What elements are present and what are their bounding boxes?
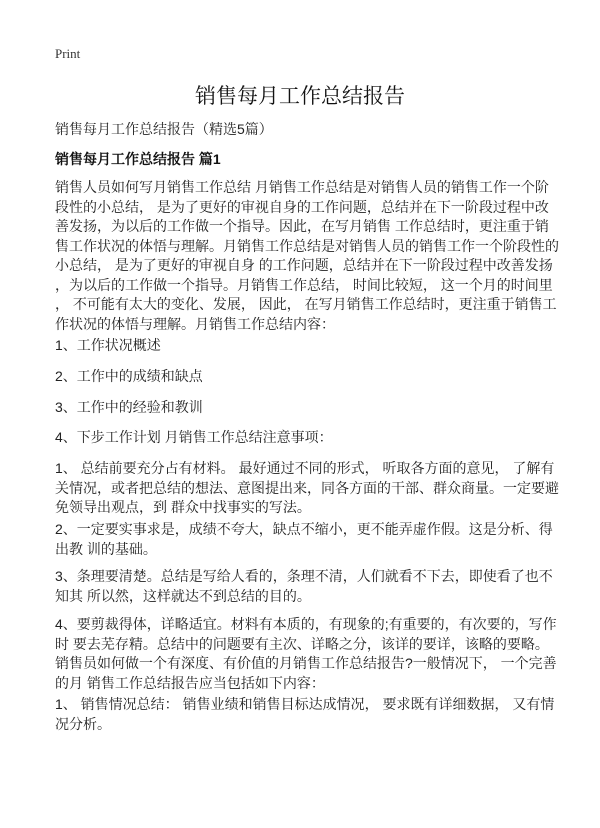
paragraph-line: 1、 销售情况总结： 销售业绩和销售目标达成情况， 要求既有详细数据， 又有情 (55, 696, 555, 712)
paragraph-line: 段性的小总结， 是为了更好的审视自身的工作问题，总结并在下一阶段过程中改 (55, 198, 549, 215)
paragraph (55, 520, 553, 559)
paragraph-line: 1、工作状况概述 (55, 337, 161, 353)
paragraph (55, 428, 333, 448)
paragraph (55, 367, 203, 387)
document-subtitle: 销售每月工作总结报告（精选5篇） (55, 121, 273, 137)
paragraph-line: 2、一定要实事求是，成绩不夸大，缺点不缩小，更不能弄虚作假。这是分析、得 (55, 521, 553, 537)
paragraph-line: 3、条理要清楚。总结是写给人看的，条理不清，人们就看不下去，即使看了也不 (55, 568, 553, 584)
paragraph-line: 销售员如何做一个有深度、有价值的月销售工作总结报告?一般情况下， 一个完善 (55, 655, 557, 671)
paragraph-line: 销售人员如何写月销售工作总结 月销售工作总结是对销售人员的销售工作一个阶 (55, 179, 549, 195)
paragraph-line: 售工作状况的体悟与理解。月销售工作总结是对销售人员的销售工作一个阶段性的 (55, 237, 559, 254)
paragraph (55, 398, 203, 418)
paragraph-line: 免领导出观点，到 群众中找事实的写法。 (55, 499, 311, 515)
paragraph-line: 1、 总结前要充分占有材料。 最好通过不同的形式， 听取各方面的意见， 了解有 (55, 460, 555, 476)
paragraph-line: ， 不可能有太大的变化、发展， 因此， 在写月销售工作总结时，更注重于销售工 (55, 296, 557, 312)
paragraph-line: 作状况的体悟与理解。月销售工作总结内容： (55, 315, 335, 332)
paragraph-line: 4、要剪裁得体，详略适宜。材料有本质的，有现象的;有重要的，有次要的，写作 (55, 616, 557, 632)
print-link[interactable]: Print (55, 46, 81, 61)
section-heading: 销售每月工作总结报告 篇1 (55, 151, 221, 167)
paragraph-line: 善发扬，为以后的工作做一个指导。因此，在写月销售 工作总结时，更注重于销 (55, 218, 549, 234)
paragraph (55, 178, 559, 334)
paragraph-line: 2、工作中的成绩和缺点 (55, 368, 203, 384)
paragraph (55, 695, 554, 734)
paragraph-line: 时 要去芜存精。总结中的问题要有主次、详略之分，该详的要详，该略的要略。 (55, 635, 549, 652)
document-title: 销售每月工作总结报告 (195, 85, 405, 108)
paragraph-line: 况分析。 (55, 715, 111, 732)
paragraph-line: 小总结， 是为了更好的审视自身 的工作问题，总结并在下一阶段过程中改善发扬 (55, 257, 553, 273)
paragraph (55, 615, 557, 693)
paragraph (55, 336, 161, 356)
paragraph-line: 关情况，或者把总结的想法、意图提出来，同各方面的干部、群众商量。一定要避 (55, 479, 559, 496)
paragraph-line: 4、下步工作计划 月销售工作总结注意事项： (55, 429, 333, 445)
paragraph-line: ，为以后的工作做一个指导。月销售工作总结， 时间比较短， 这一个月的时间里 (55, 276, 553, 293)
paragraph-line: 知其 所以然，这样就达不到总结的目的。 (55, 587, 311, 604)
paragraph-line: 的月 销售工作总结报告应当包括如下内容： (55, 674, 325, 691)
paragraph-line: 出教 训的基础。 (55, 540, 157, 557)
paragraph-line: 3、工作中的经验和教训 (55, 399, 203, 415)
paragraph (55, 459, 559, 518)
paragraph (55, 567, 553, 606)
